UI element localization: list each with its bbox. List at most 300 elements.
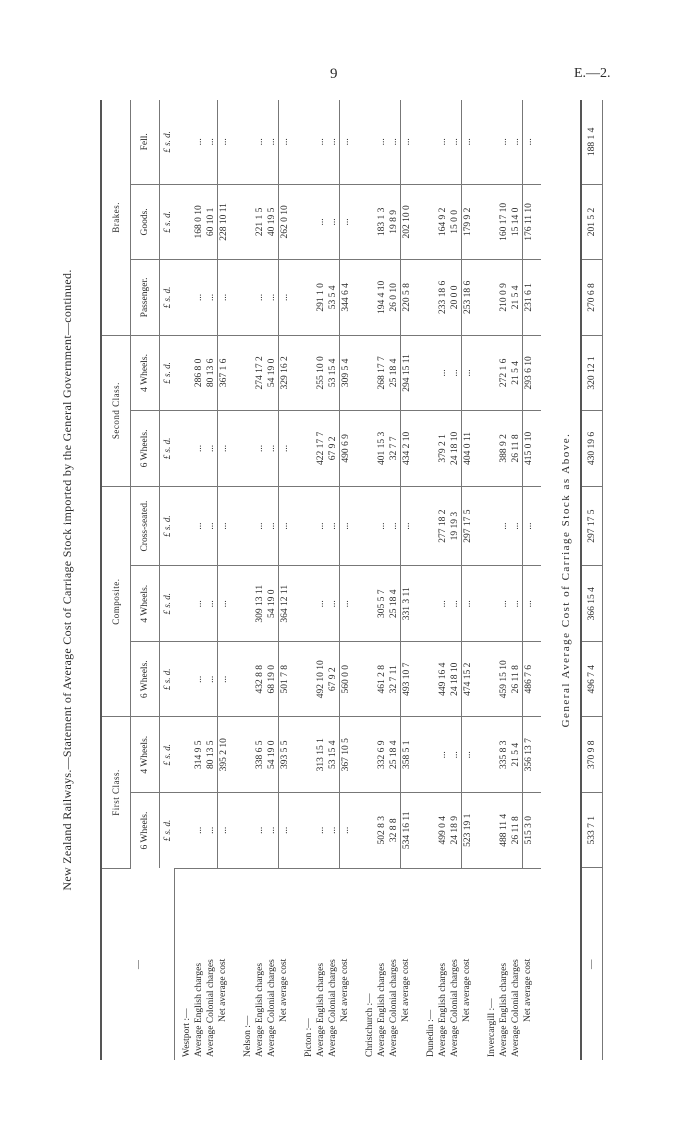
empty-cell [358,717,376,793]
value-cell: 15 0 0 [449,184,462,260]
summary-title: General Average Cost of Carriage Stock as Above. [560,432,572,728]
value-cell: 183 1 3 [376,184,388,260]
summary-value: 297 17 5 [581,486,603,566]
colonial-charges-row [449,100,462,1060]
row-label: Net average cost [462,958,473,1022]
row-label: Net average cost [401,958,412,1022]
value-cell: 24 18 9 [449,793,462,869]
value-cell: 194 4 10 [376,260,388,336]
value-cell: ... [315,793,327,869]
col-header: 4 Wheels. [131,566,160,642]
value-cell: ... [449,100,462,184]
value-cell: 80 13 6 [205,335,218,411]
page-number: 9 [330,66,338,82]
value-cell: 32 7 7 [388,411,401,487]
section-heading-row [358,100,376,1060]
empty-cell [480,717,498,793]
value-cell: 25 18 4 [388,717,401,793]
value-cell: ... [193,411,205,487]
value-cell: 367 10 5 [339,717,358,793]
value-cell: ... [205,566,218,642]
col-header: Cross-seated. [131,486,160,566]
summary-value: 496 7 4 [581,642,603,718]
value-cell: 502 8 3 [376,793,388,869]
units-label: £ s. d. [160,642,175,718]
value-cell: 434 2 10 [400,411,419,487]
empty-cell [480,184,498,260]
empty-cell [297,793,315,869]
value-cell: 461 2 8 [376,642,388,718]
value-cell: ... [315,486,327,566]
page-code: E.—2. [574,66,611,81]
value-cell: ... [510,100,523,184]
value-cell: 32 8 8 [388,793,401,869]
value-cell: 274 17 2 [254,335,266,411]
row-label: Average English charges [437,962,448,1057]
empty-cell [358,642,376,718]
empty-cell [419,260,437,336]
empty-cell [174,100,193,184]
value-cell: ... [315,566,327,642]
section-name: Dunedin :— [425,1009,436,1057]
row-label: Average Colonial charges [327,959,338,1057]
empty-cell [174,411,193,487]
value-cell: 220 5 8 [400,260,419,336]
value-cell: 80 13 5 [205,717,218,793]
value-cell: 221 1 5 [254,184,266,260]
composite-header: Composite. [101,486,131,717]
empty-cell [419,100,437,184]
value-cell: 422 17 7 [315,411,327,487]
value-cell: ... [339,793,358,869]
value-cell: ... [376,486,388,566]
summary-value: 320 12 1 [581,335,603,411]
value-cell: 294 15 11 [400,335,419,411]
col-header: Fell. [131,100,160,184]
value-cell: 20 0 0 [449,260,462,336]
empty-cell [236,486,254,566]
value-cell: 54 19 0 [266,335,279,411]
value-cell: ... [278,793,297,869]
empty-cell [174,793,193,869]
empty-cell [358,260,376,336]
value-cell: ... [461,100,480,184]
value-cell: 488 11 4 [498,793,510,869]
value-cell: ... [205,642,218,718]
row-label: Average Colonial charges [449,959,460,1057]
value-cell: 277 18 2 [437,486,449,566]
summary-value: 366 15 4 [581,566,603,642]
value-cell: 32 7 11 [388,642,401,718]
second-class-header: Second Class. [101,335,131,486]
units-label: £ s. d. [160,566,175,642]
value-cell: ... [510,566,523,642]
col-header: Goods. [131,184,160,260]
value-cell: ... [205,260,218,336]
value-cell: ... [327,100,340,184]
empty-cell [236,717,254,793]
page-title: New Zealand Railways.—Statement of Average Cost of Carriage Stock imported by the General Government—continued. [60,269,74,891]
row-label: Average Colonial charges [266,959,277,1057]
value-cell: ... [217,411,236,487]
empty-cell [358,100,376,184]
value-cell: ... [449,717,462,793]
value-cell: 432 8 8 [254,642,266,718]
section-name: Christchurch :— [364,993,375,1057]
value-cell: 26 11 8 [510,793,523,869]
value-cell: 68 19 0 [266,642,279,718]
value-cell: ... [217,100,236,184]
empty-cell [419,642,437,718]
value-cell: 67 9 2 [327,642,340,718]
english-charges-row [315,100,327,1060]
col-header: 6 Wheels. [131,793,160,869]
value-cell: ... [193,486,205,566]
value-cell: 534 16 11 [400,793,419,869]
value-cell: 493 10 7 [400,642,419,718]
empty-cell [236,642,254,718]
value-cell: 179 9 2 [461,184,480,260]
row-label: Average English charges [498,962,509,1057]
value-cell: ... [278,411,297,487]
value-cell: 19 19 3 [449,486,462,566]
value-cell: 24 18 10 [449,411,462,487]
value-cell: 388 9 2 [498,411,510,487]
units-label: £ s. d. [160,486,175,566]
value-cell: 344 6 4 [339,260,358,336]
empty-cell [480,793,498,869]
value-cell: 291 1 0 [315,260,327,336]
value-cell: 523 19 1 [461,793,480,869]
value-cell: ... [388,486,401,566]
col-header: 6 Wheels. [131,411,160,487]
value-cell: ... [254,100,266,184]
empty-cell [419,486,437,566]
empty-cell [297,100,315,184]
row-label: Average Colonial charges [205,959,216,1057]
value-cell: ... [437,717,449,793]
empty-cell [174,566,193,642]
empty-cell [297,335,315,411]
english-charges-row [193,100,205,1060]
value-cell: ... [522,486,541,566]
value-cell: ... [327,486,340,566]
english-charges-row [437,100,449,1060]
summary-value: 270 6 8 [581,260,603,336]
value-cell: ... [510,486,523,566]
value-cell: 331 3 11 [400,566,419,642]
value-cell: ... [315,100,327,184]
value-cell: 24 18 10 [449,642,462,718]
empty-cell [297,184,315,260]
value-cell: 253 18 6 [461,260,480,336]
row-label: Net average cost [218,958,229,1022]
value-cell: ... [266,486,279,566]
value-cell: 297 17 5 [461,486,480,566]
value-cell: 53 15 4 [327,335,340,411]
english-charges-row [376,100,388,1060]
value-cell: 395 2 10 [217,717,236,793]
value-cell: ... [498,100,510,184]
value-cell: 309 5 4 [339,335,358,411]
row-label: Average Colonial charges [510,959,521,1057]
empty-cell [419,566,437,642]
value-cell: ... [437,100,449,184]
row-label: Average English charges [193,962,204,1057]
value-cell: ... [498,486,510,566]
value-cell: 262 0 10 [278,184,297,260]
value-cell: ... [205,486,218,566]
colonial-charges-row [388,100,401,1060]
value-cell: 272 1 6 [498,335,510,411]
empty-cell [419,793,437,869]
empty-cell [480,100,498,184]
value-cell: 501 7 8 [278,642,297,718]
value-cell: 329 16 2 [278,335,297,411]
summary-value: 201 5 2 [581,184,603,260]
value-cell: ... [339,184,358,260]
col-header: 6 Wheels. [131,642,160,718]
value-cell: ... [388,100,401,184]
english-charges-row [498,100,510,1060]
section-heading-row [174,100,193,1060]
value-cell: 286 8 0 [193,335,205,411]
section-name: Westport :— [181,1008,192,1057]
value-cell: ... [205,100,218,184]
value-cell: 233 18 6 [437,260,449,336]
colonial-charges-row [266,100,279,1060]
value-cell: ... [437,335,449,411]
table-body [174,100,541,1060]
value-cell: ... [522,100,541,184]
value-cell: ... [461,566,480,642]
value-cell: 164 9 2 [437,184,449,260]
english-charges-row [254,100,266,1060]
net-cost-row [400,100,419,1060]
value-cell: ... [339,100,358,184]
value-cell: 202 10 0 [400,184,419,260]
empty-cell [297,411,315,487]
empty-cell [480,486,498,566]
value-cell: 560 0 0 [339,642,358,718]
value-cell: ... [266,411,279,487]
units-label: £ s. d. [160,260,175,336]
value-cell: 26 11 8 [510,411,523,487]
value-cell: 25 18 4 [388,335,401,411]
value-cell: 176 11 10 [522,184,541,260]
value-cell: 314 9 5 [193,717,205,793]
value-cell: 53 5 4 [327,260,340,336]
empty-cell [358,411,376,487]
value-cell: 231 6 1 [522,260,541,336]
summary-table [580,100,603,1060]
value-cell: ... [217,486,236,566]
value-cell: ... [278,100,297,184]
value-cell: ... [193,793,205,869]
value-cell: 499 0 4 [437,793,449,869]
value-cell: 40 19 5 [266,184,279,260]
value-cell: ... [461,717,480,793]
net-cost-row [339,100,358,1060]
row-label: Average English charges [315,962,326,1057]
section-name: Invercargill :— [486,998,497,1057]
net-cost-row [522,100,541,1060]
value-cell: 379 2 1 [437,411,449,487]
value-cell: ... [437,566,449,642]
value-cell: ... [449,566,462,642]
value-cell: 474 15 2 [461,642,480,718]
empty-cell [236,566,254,642]
value-cell: 492 10 10 [315,642,327,718]
value-cell: ... [205,411,218,487]
empty-cell [480,411,498,487]
row-label: Net average cost [340,958,351,1022]
cost-table [100,100,541,1060]
value-cell: ... [254,260,266,336]
empty-cell [297,717,315,793]
value-cell: 415 0 10 [522,411,541,487]
value-cell: 26 0 10 [388,260,401,336]
empty-cell [174,717,193,793]
value-cell: 228 10 11 [217,184,236,260]
empty-cell [236,100,254,184]
section-name: Nelson :— [242,1015,253,1057]
value-cell: 313 15 1 [315,717,327,793]
value-cell: ... [315,184,327,260]
col-header: 4 Wheels. [131,717,160,793]
summary-value: 188 1 4 [581,100,603,184]
section-name: Picton :— [303,1018,314,1057]
value-cell: 449 16 4 [437,642,449,718]
value-cell: ... [217,566,236,642]
value-cell: ... [498,566,510,642]
empty-cell [236,793,254,869]
value-cell: ... [278,260,297,336]
value-cell: 367 1 6 [217,335,236,411]
value-cell: 404 0 11 [461,411,480,487]
value-cell: 160 17 10 [498,184,510,260]
value-cell: 486 7 6 [522,642,541,718]
value-cell: ... [254,793,266,869]
value-cell: 335 8 3 [498,717,510,793]
value-cell: 21 5 4 [510,260,523,336]
value-cell: 19 8 9 [388,184,401,260]
value-cell: ... [461,335,480,411]
value-cell: 21 5 4 [510,717,523,793]
value-cell: ... [266,100,279,184]
units-label: £ s. d. [160,411,175,487]
empty-cell [174,642,193,718]
value-cell: 309 13 11 [254,566,266,642]
value-cell: ... [327,184,340,260]
empty-cell [236,184,254,260]
value-cell: ... [339,486,358,566]
row-label: Average Colonial charges [388,959,399,1057]
row-label: Average English charges [254,962,265,1057]
value-cell: ... [254,486,266,566]
value-cell: ... [376,100,388,184]
value-cell: 490 6 9 [339,411,358,487]
section-heading-row [236,100,254,1060]
rotated-table-area [60,100,600,1060]
value-cell: ... [217,793,236,869]
value-cell: ... [205,793,218,869]
colonial-charges-row [327,100,340,1060]
value-cell: 364 12 11 [278,566,297,642]
summary-row [581,100,603,1060]
value-cell: ... [193,642,205,718]
value-cell: 459 15 10 [498,642,510,718]
col-header: 4 Wheels. [131,335,160,411]
value-cell: ... [217,642,236,718]
value-cell: 305 5 7 [376,566,388,642]
section-heading-row [480,100,498,1060]
value-cell: ... [339,566,358,642]
empty-cell [174,335,193,411]
units-label: £ s. d. [160,335,175,411]
empty-cell [236,260,254,336]
value-cell: ... [217,260,236,336]
value-cell: ... [449,335,462,411]
value-cell: 168 0 10 [193,184,205,260]
units-label: £ s. d. [160,100,175,184]
empty-cell [174,184,193,260]
value-cell: 67 9 2 [327,411,340,487]
value-cell: 255 10 0 [315,335,327,411]
units-label: £ s. d. [160,184,175,260]
section-heading-row [419,100,437,1060]
value-cell: ... [400,486,419,566]
colonial-charges-row [205,100,218,1060]
value-cell: ... [400,100,419,184]
value-cell: 401 15 3 [376,411,388,487]
value-cell: 54 19 0 [266,566,279,642]
row-label: Net average cost [279,958,290,1022]
value-cell: ... [193,566,205,642]
empty-cell [419,184,437,260]
value-cell: 15 14 0 [510,184,523,260]
empty-cell [358,335,376,411]
value-cell: 25 18 4 [388,566,401,642]
empty-cell [174,486,193,566]
value-cell: 338 6 5 [254,717,266,793]
value-cell: 268 17 7 [376,335,388,411]
units-label: £ s. d. [160,717,175,793]
empty-cell [480,566,498,642]
section-heading-row [297,100,315,1060]
value-cell: ... [278,486,297,566]
value-cell: 358 5 1 [400,717,419,793]
summary-value: 533 7 1 [581,793,603,869]
value-cell: 393 5 5 [278,717,297,793]
row-label: Average English charges [376,962,387,1057]
net-cost-row [217,100,236,1060]
value-cell: 26 11 8 [510,642,523,718]
empty-cell [236,335,254,411]
empty-cell [480,335,498,411]
empty-cell [174,260,193,336]
empty-cell [480,642,498,718]
value-cell: 60 10 1 [205,184,218,260]
value-cell: 332 6 9 [376,717,388,793]
net-cost-row [278,100,297,1060]
empty-cell [297,642,315,718]
value-cell: ... [193,100,205,184]
colonial-charges-row [510,100,523,1060]
empty-cell [358,566,376,642]
value-cell: ... [266,260,279,336]
empty-cell [297,566,315,642]
